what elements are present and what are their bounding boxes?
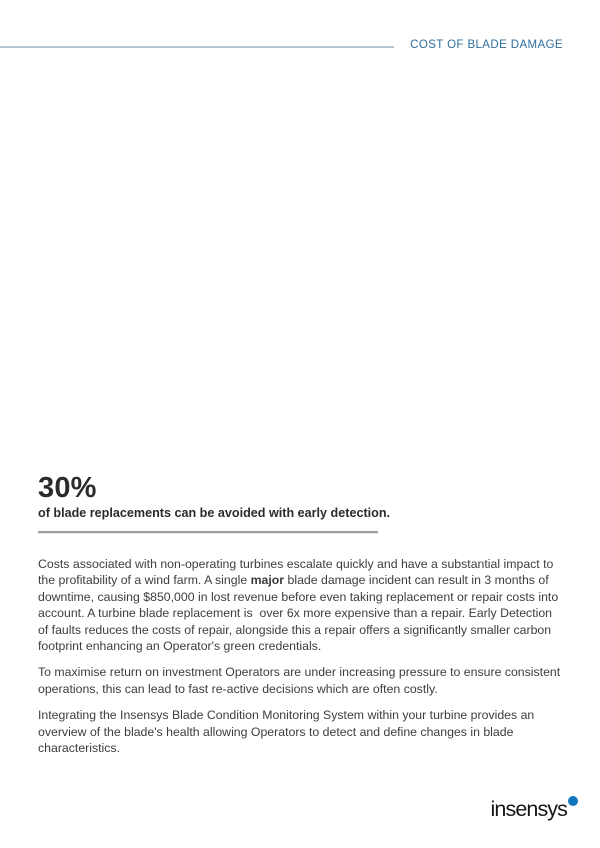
body-copy bbox=[38, 556, 562, 766]
insensys-logo-wordmark: insensys bbox=[490, 797, 567, 821]
statistic-caption: of blade replacements can be avoided with early detection. bbox=[38, 506, 391, 520]
paragraph-cost-impact-text-end: blade damage incident can result in 3 months of downtime, causing $850,000 in lost revenue before even taking replacement or repair costs into account. A turbine blade replacement is over 6x more expensive than a repair. Early Detection of faults reduces the costs of repair, alongside this a repair offers a significantly smaller carbon footprint enhancing an Operator's green credentials. bbox=[38, 573, 562, 654]
statistic-section bbox=[38, 473, 562, 533]
page-header-title: COST OF BLADE DAMAGE bbox=[410, 39, 563, 51]
paragraph-integration: Integrating the Insensys Blade Condition Monitoring System within your turbine provides an overview of the blade's health allowing Operators to detect and define changes in blade characteristics. bbox=[38, 708, 538, 756]
paragraph-roi-pressure: To maximise return on investment Operators are under increasing pressure to ensure consistent operations, this can lead to fast re-active decisions which are often costly. bbox=[38, 665, 564, 696]
header-rule-line bbox=[0, 46, 394, 48]
insensys-logo bbox=[491, 794, 578, 824]
statistic-divider-line bbox=[38, 531, 378, 533]
paragraph-cost-impact-bold-word: major bbox=[250, 573, 285, 588]
paragraph-cost-impact-text-start: Costs associated with non-operating turbines escalate quickly and have a substantial impact to the profitability of a wind farm. A single bbox=[38, 557, 557, 588]
insensys-logo-dot-icon bbox=[568, 796, 578, 806]
statistic-number: 30% bbox=[38, 472, 97, 504]
paragraph-cost-impact bbox=[38, 556, 562, 654]
